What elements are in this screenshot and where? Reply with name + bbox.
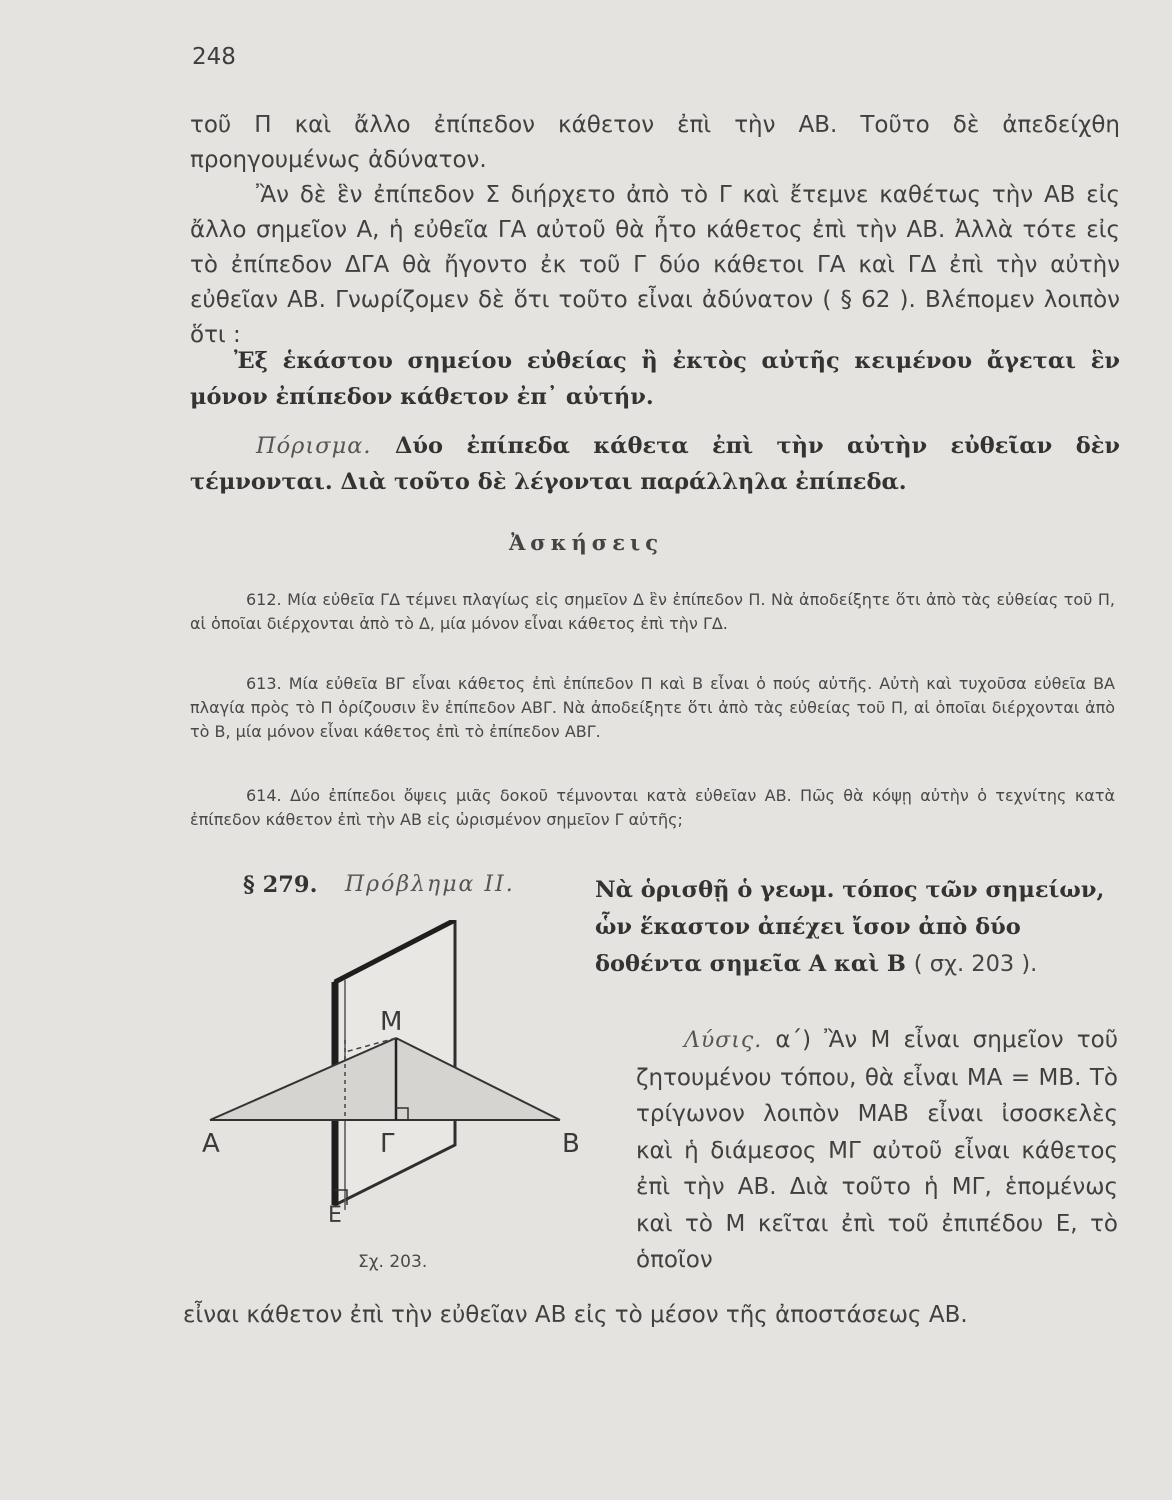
label-a: Α [202,1129,220,1159]
corollary-text: Δύο ἐπίπεδα κάθετα ἐπὶ τὴν αὐτὴν εὐθεῖαν δὲν τέμνονται. Διὰ τοῦτο δὲ λέγονται παράλληλα ἐπίπεδα. [190,433,1120,495]
section-number: § 279. [243,872,318,898]
problem-statement [595,872,1115,983]
page-number: 248 [192,44,236,70]
paragraph-1: τοῦ Π καὶ ἄλλο ἐπίπεδον κάθετον ἐπὶ τὴν ΑΒ. Τοῦτο δὲ ἀπεδείχθη προηγουμένως ἀδύνατον. [190,112,1120,173]
label-b: Β [562,1129,580,1159]
exercise-612: 612. Μία εὐθεῖα ΓΔ τέμνει πλαγίως εἰς σημεῖον Δ ἓν ἐπίπεδον Π. Νὰ ἀποδείξητε ὅτι ἀπὸ τὰς εὐθείας τοῦ Π, αἱ ὁποῖαι διέρχονται ἀπὸ τὸ Δ, μία μόνον εἶναι κάθετος ἐπὶ τὴν ΓΔ. [190,590,1115,633]
problem-label: Πρόβλημα ΙΙ. [345,872,515,897]
paragraph-2: Ἂν δὲ ἓν ἐπίπεδον Σ διήρχετο ἀπὸ τὸ Γ καὶ ἔτεμνε καθέτως τὴν ΑΒ εἰς ἄλλο σημεῖον Α, ἡ εὐθεῖα ΓΑ αὐτοῦ θὰ ἦτο κάθετος ἐπὶ τὴν ΑΒ. Ἀλλὰ τότε εἰς τὸ ἐπίπεδον ΔΓΑ θὰ ἤγοντο ἐκ τοῦ Γ δύο κάθετοι ΓΑ καὶ ΓΔ ἐπὶ τὴν αὐτὴν εὐθεῖαν ΑΒ. Γνωρίζομεν δὲ ὅτι τοῦτο εἶναι ἀδύνατον ( § 62 ). Βλέπομεν λοιπὸν ὅτι : [190,182,1120,348]
theorem-text: Ἐξ ἑκάστου σημείου εὐθείας ἢ ἐκτὸς αὐτῆς κειμένου ἄγεται ἓν μόνον ἐπίπεδον κάθετον ἐπ᾽ αὐτήν. [190,348,1120,410]
figure-203 [200,920,600,1254]
problem-statement-text: Νὰ ὁρισθῇ ὁ γεωμ. τόπος τῶν σημείων, ὧν ἕκαστον ἀπέχει ἴσον ἀπὸ δύο δοθέντα σημεῖα Α καὶ Β [595,877,1105,977]
solution-label: Λύσις. [684,1028,763,1053]
corollary-paragraph [190,428,1120,500]
solution-last-line: εἶναι κάθετον ἐπὶ τὴν εὐθεῖαν ΑΒ εἰς τὸ μέσον τῆς ἀποστάσεως ΑΒ. [183,1302,968,1328]
exercise-613: 613. Μία εὐθεῖα ΒΓ εἶναι κάθετος ἐπὶ ἐπίπεδον Π καὶ Β εἶναι ὁ πούς αὐτῆς. Αὐτὴ καὶ τυχοῦσα εὐθεῖα ΒΑ πλαγία πρὸς τὸ Π ὁρίζουσιν ἓν ἐπίπεδον ΑΒΓ. Νὰ ἀποδείξητε ὅτι ἀπὸ τὰς εὐθείας τοῦ Π, αἱ ὁποῖαι διέρχονται ἀπὸ τὸ Β, μία μόνον εἶναι κάθετος ἐπὶ τὸ ἐπίπεδον ΑΒΓ. [190,674,1115,741]
label-g: Γ [380,1129,395,1159]
figure-203-drawing [200,920,600,1250]
figure-reference: ( σχ. 203 ). [913,951,1038,977]
corollary-label: Πόρισμα. [256,433,372,459]
solution-text: α΄) Ἂν Μ εἶναι σημεῖον τοῦ ζητουμένου τόπου, θὰ εἶναι ΜΑ = ΜΒ. Τὸ τρίγωνον λοιπὸν ΜΑΒ εἶναι ἰσοσκελὲς καὶ ἡ διάμεσος ΜΓ αὐτοῦ εἶναι κάθετος ἐπὶ τὴν ΑΒ. Διὰ τοῦτο ἡ ΜΓ, ἑπομένως καὶ τὸ Μ κεῖται ἐπὶ τοῦ ἐπιπέδου Ε, τὸ ὁποῖον [636,1027,1119,1273]
label-m: Μ [380,1007,403,1037]
solution-paragraph [636,1022,1118,1279]
figure-caption: Σχ. 203. [358,1252,428,1272]
exercises-heading: Ἀσκήσεις [509,530,663,555]
label-e: Ε [328,1203,342,1228]
exercise-614: 614. Δύο ἐπίπεδοι ὄψεις μιᾶς δοκοῦ τέμνονται κατὰ εὐθεῖαν ΑΒ. Πῶς θὰ κόψῃ αὐτὴν ὁ τεχνίτης κατὰ ἐπίπεδον κάθετον ἐπὶ τὴν ΑΒ εἰς ὡρισμένον σημεῖον Γ αὐτῆς; [190,786,1115,829]
triangle-mab-fill [210,1038,560,1120]
